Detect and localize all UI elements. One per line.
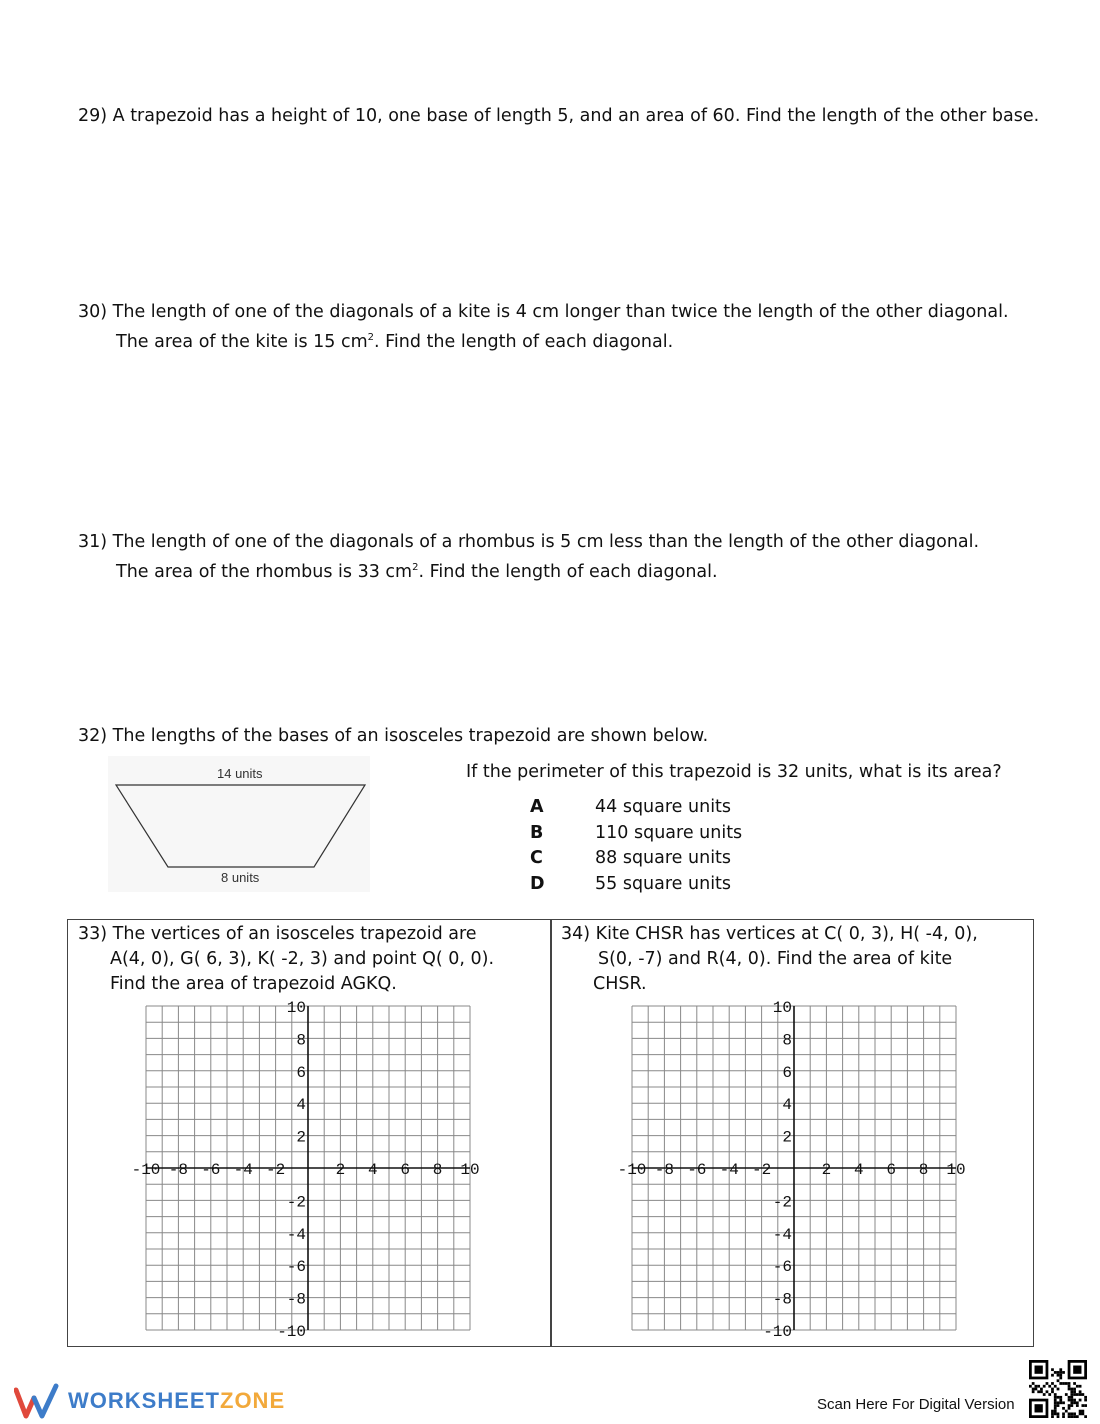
choice-text: 44 square units — [595, 797, 732, 817]
x-tick-label: -8 — [654, 1161, 675, 1179]
question-30-line2b: . Find the length of each diagonal. — [374, 331, 674, 352]
question-30-line2a: The area of the kite is 15 cm — [116, 331, 368, 352]
choice-text: 110 square units — [595, 822, 743, 843]
question-34 — [561, 922, 978, 997]
question-29-text: 29) A trapezoid has a height of 10, one base of length 5, and an area of 60. Find the length of the other base. — [78, 106, 1040, 126]
x-tick-label: -10 — [131, 1161, 161, 1179]
question-30 — [78, 300, 1009, 355]
choice-letter: C — [530, 848, 543, 868]
question-31 — [78, 530, 979, 585]
x-tick-label: -4 — [233, 1161, 253, 1179]
question-34-line3: CHSR. — [593, 974, 647, 994]
x-tick-label: 6 — [886, 1161, 897, 1179]
worksheetzone-logo[interactable] — [68, 1388, 285, 1414]
question-32-text: 32) The lengths of the bases of an isosceles trapezoid are shown below. — [78, 726, 709, 746]
question-30-line1: 30) The length of one of the diagonals of a kite is 4 cm longer than twice the length of the other diagonal. — [78, 302, 1009, 322]
question-33-line2: A(4, 0), G( 6, 3), K( -2, 3) and point Q( 0, 0). — [110, 949, 495, 969]
y-tick-label: 10 — [772, 999, 792, 1017]
y-tick-label: -10 — [277, 1323, 306, 1338]
x-tick-label: 8 — [432, 1161, 443, 1179]
question-29 — [78, 104, 1039, 129]
y-tick-label: 6 — [782, 1063, 792, 1082]
question-31-line2b: . Find the length of each diagonal. — [418, 561, 718, 582]
y-tick-label: -4 — [286, 1225, 306, 1244]
y-tick-label: 4 — [782, 1096, 792, 1115]
choice-letter: B — [530, 822, 544, 843]
logo-part2: ZONE — [220, 1388, 286, 1413]
x-tick-label: 10 — [946, 1161, 966, 1179]
x-tick-label: -2 — [751, 1161, 772, 1179]
x-tick-label: 2 — [821, 1161, 832, 1179]
question-31-line2 — [78, 555, 979, 585]
y-tick-label: 8 — [782, 1031, 792, 1050]
x-tick-label: -6 — [687, 1161, 707, 1179]
y-tick-label: -4 — [772, 1225, 792, 1244]
trapezoid-bottom-label: 8 units — [221, 870, 260, 885]
y-tick-label: 2 — [296, 1128, 306, 1147]
choice-letter: D — [530, 873, 545, 894]
y-tick-label: 2 — [782, 1128, 792, 1147]
trapezoid-top-label: 14 units — [217, 766, 263, 781]
y-tick-label: -6 — [286, 1258, 306, 1277]
y-tick-label: 8 — [296, 1031, 306, 1050]
question-34-line2: S(0, -7) and R(4, 0). Find the area of kite — [598, 949, 953, 969]
x-tick-label: 4 — [853, 1161, 864, 1179]
question-32 — [78, 724, 708, 749]
logo-part1: WORKSHEET — [68, 1388, 220, 1413]
y-tick-label: -8 — [286, 1290, 306, 1309]
question-31-line2a: The area of the rhombus is 33 cm — [116, 561, 413, 582]
question-34-line1: 34) Kite CHSR has vertices at C( 0, 3), H( -4, 0), — [561, 924, 978, 944]
y-tick-label: 10 — [286, 999, 306, 1017]
question-33-line3: Find the area of trapezoid AGKQ. — [110, 974, 397, 994]
x-tick-label: 8 — [918, 1161, 929, 1179]
choice-letter: A — [530, 797, 544, 817]
y-tick-label: -2 — [286, 1193, 306, 1212]
y-tick-label: -6 — [772, 1258, 792, 1277]
choice-text: 88 square units — [595, 848, 732, 868]
x-tick-label: -8 — [168, 1161, 189, 1179]
question-34-box — [550, 919, 1034, 1347]
scan-text: Scan Here For Digital Version — [817, 1396, 1015, 1413]
y-tick-label: 4 — [296, 1096, 306, 1115]
x-tick-label: 4 — [367, 1161, 378, 1179]
x-tick-label: -2 — [265, 1161, 286, 1179]
x-tick-label: 10 — [460, 1161, 480, 1179]
coordinate-grid[interactable] — [126, 998, 526, 1338]
x-tick-label: 2 — [335, 1161, 346, 1179]
question-33-box — [67, 919, 552, 1347]
question-31-line1: 31) The length of one of the diagonals of a rhombus is 5 cm less than the length of the other diagonal. — [78, 532, 980, 552]
question-32-prompt: If the perimeter of this trapezoid is 32 units, what is its area? — [466, 762, 1002, 782]
question-33-line1: 33) The vertices of an isosceles trapezoid are — [78, 924, 477, 944]
y-tick-label: -2 — [772, 1193, 792, 1212]
question-33 — [78, 922, 494, 997]
y-tick-label: -8 — [772, 1290, 792, 1309]
worksheetzone-logo-icon — [14, 1382, 64, 1422]
choice-text: 55 square units — [595, 873, 732, 894]
x-tick-label: -4 — [719, 1161, 739, 1179]
trapezoid-figure — [108, 756, 370, 892]
coordinate-grid[interactable] — [612, 998, 1012, 1338]
superscript: 2 — [412, 562, 419, 573]
x-tick-label: -6 — [201, 1161, 221, 1179]
x-tick-label: 6 — [400, 1161, 411, 1179]
superscript: 2 — [367, 332, 375, 343]
x-tick-label: -10 — [617, 1161, 647, 1179]
y-tick-label: 6 — [296, 1063, 306, 1082]
y-tick-label: -10 — [763, 1323, 792, 1338]
qr-code-icon[interactable] — [1029, 1360, 1087, 1418]
question-30-line2 — [78, 325, 1009, 355]
